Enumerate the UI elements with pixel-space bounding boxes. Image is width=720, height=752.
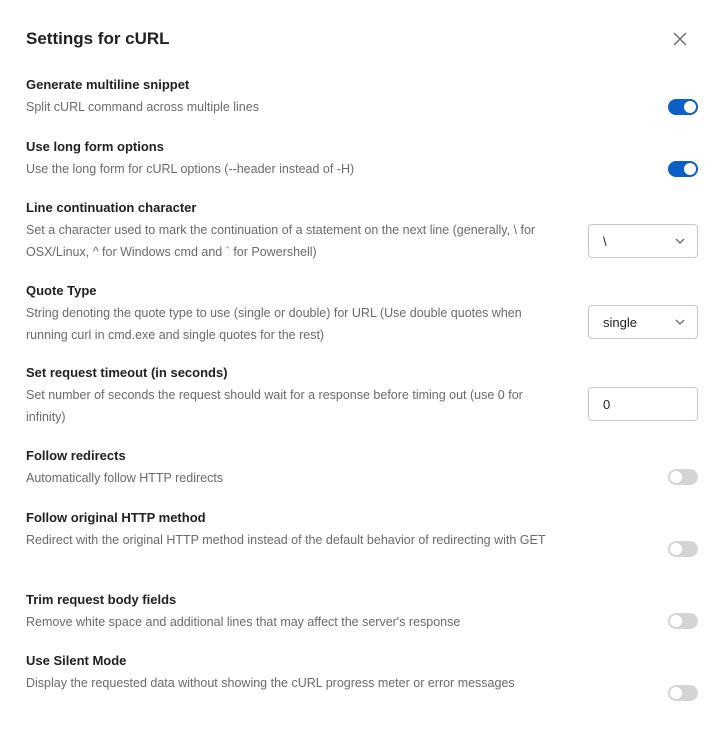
setting-description: Split cURL command across multiple lines <box>26 100 259 114</box>
setting-description: Automatically follow HTTP redirects <box>26 471 224 485</box>
toggle-knob <box>670 543 682 555</box>
toggle-knob <box>684 163 696 175</box>
silent-mode-toggle[interactable] <box>668 685 698 701</box>
trim-body-fields-toggle[interactable] <box>668 613 698 629</box>
setting-title: Follow original HTTP method <box>26 510 206 525</box>
dialog-header <box>26 27 696 51</box>
input-value: 0 <box>603 396 611 412</box>
setting-follow-original-method <box>26 510 698 551</box>
setting-title: Follow redirects <box>26 448 126 463</box>
toggle-knob <box>684 101 696 113</box>
toggle-knob <box>670 687 682 699</box>
setting-description: Remove white space and additional lines that may affect the server's response <box>26 615 461 629</box>
setting-title: Quote Type <box>26 283 97 298</box>
line-continuation-select[interactable] <box>588 224 698 258</box>
setting-description: String denoting the quote type to use (single or double) for URL (Use double quotes when running curl in cmd.exe and single quotes for the rest) <box>26 306 522 342</box>
multiline-toggle[interactable] <box>668 99 698 115</box>
timeout-input[interactable] <box>588 387 698 421</box>
setting-quote-type <box>26 283 698 346</box>
setting-follow-redirects <box>26 448 698 489</box>
setting-long-form-options <box>26 139 698 180</box>
setting-line-continuation <box>26 200 698 263</box>
quote-type-select[interactable] <box>588 305 698 339</box>
setting-title: Use Silent Mode <box>26 653 127 668</box>
setting-title: Use long form options <box>26 139 164 154</box>
select-value: \ <box>603 233 607 249</box>
follow-redirects-toggle[interactable] <box>668 469 698 485</box>
setting-description: Display the requested data without showing the cURL progress meter or error messages <box>26 676 515 690</box>
follow-original-method-toggle[interactable] <box>668 541 698 557</box>
toggle-knob <box>670 471 682 483</box>
close-button[interactable] <box>668 27 692 51</box>
toggle-knob <box>670 615 682 627</box>
setting-request-timeout <box>26 365 698 428</box>
setting-description: Set a character used to mark the continuation of a statement on the next line (generally, \ for OSX/Linux, ^ for Windows cmd and ` for Powershell) <box>26 223 536 259</box>
setting-title: Line continuation character <box>26 200 197 215</box>
chevron-down-icon <box>675 236 685 246</box>
setting-title: Generate multiline snippet <box>26 77 190 92</box>
setting-title: Set request timeout (in seconds) <box>26 365 228 380</box>
chevron-down-icon <box>675 317 685 327</box>
setting-description: Use the long form for cURL options (--header instead of -H) <box>26 162 355 176</box>
setting-trim-body-fields <box>26 592 698 633</box>
long-form-toggle[interactable] <box>668 161 698 177</box>
setting-silent-mode <box>26 653 698 694</box>
dialog-title: Settings for cURL <box>26 29 170 48</box>
close-icon <box>673 32 687 46</box>
setting-generate-multiline <box>26 77 698 118</box>
setting-description: Set number of seconds the request should wait for a response before timing out (use 0 for infinity) <box>26 388 523 424</box>
select-value: single <box>603 314 637 330</box>
setting-description: Redirect with the original HTTP method instead of the default behavior of redirecting with GET <box>26 533 546 547</box>
setting-title: Trim request body fields <box>26 592 177 607</box>
